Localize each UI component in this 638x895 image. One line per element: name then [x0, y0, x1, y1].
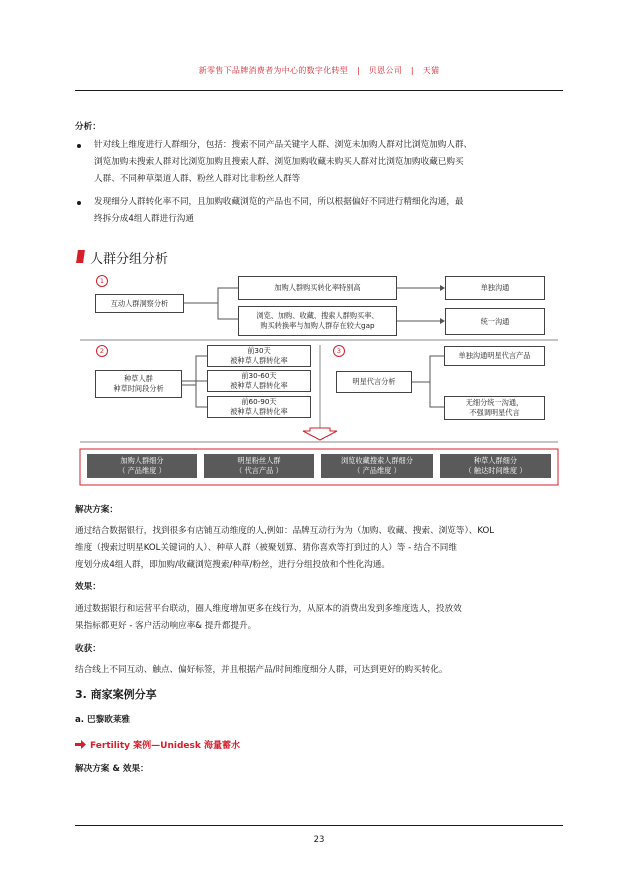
- analysis-bullet-1: 针对线上维度进行人群细分，包括：搜索不同产品关键字人群、浏览未加购人群对比浏览加购人群、 浏览加购未搜索人群对比浏览加购且搜索人群、浏览加购收藏未购买人群对比浏览加购收藏已购买 人群、不同种草渠道人群、粉丝人群对比非粉丝人群等: [94, 140, 473, 184]
- effect-label: 效果：: [75, 582, 101, 592]
- output-box-celebrity-fans: 明星粉丝人群 （ 代言产品 ）: [204, 454, 314, 478]
- seeding-period-box-60-90: 前60-90天 被种草人群转化率: [207, 396, 311, 418]
- unified-communication-box: 统一沟通: [445, 308, 545, 335]
- celebrity-product-communication-box: 单独沟通明星代言产品: [444, 346, 545, 366]
- effect-text: 通过数据银行和运营平台联动，圈人维度增加更多在线行为，从原本的消费出发到多维度选人，投放效 果指标都更好 - 客户活动响应率& 提升都提升。: [75, 604, 462, 631]
- analysis-label: 分析：: [75, 122, 101, 132]
- case-title-row: [75, 738, 240, 751]
- step-number-1: 1: [96, 275, 108, 287]
- arrow-right-icon: [75, 740, 86, 749]
- header-partner: 天猫: [422, 66, 440, 75]
- diagram-title: 人群分组分析: [90, 252, 169, 267]
- subsection-heading: a. 巴黎欧莱雅: [75, 715, 131, 725]
- header-title: 新零售下品牌消费者为中心的数字化转型: [198, 66, 349, 75]
- seeding-audience-box: 种草人群 种草时间段分析: [95, 370, 182, 398]
- solution-text: 通过结合数据银行，找到很多有店铺互动维度的人,例如：品牌互动行为为（加购、收藏、搜索、浏览等）、KOL 维度（搜索过明星KOL关键词的人）、种草人群（被聚划算、猜你喜欢等打到过的人）等 - 结合不同维 度划分成4组人群，即加购/收藏浏览搜索/种草/粉丝，进行分组投放和个性化沟通。: [75, 526, 495, 570]
- celebrity-endorsement-box: 明星代言分析: [336, 371, 412, 393]
- harvest-text: 结合线上不同互动、触点、偏好标签，并且根据产品/时间维度细分人群，可达到更好的购买转化。: [75, 665, 448, 675]
- section-heading: 3. 商家案例分享: [75, 688, 157, 701]
- header-separator: |: [410, 66, 414, 75]
- separate-communication-box: 单独沟通: [445, 276, 545, 300]
- output-box-browse-segment: 浏览收藏搜索人群细分 （ 产品维度 ）: [321, 454, 433, 478]
- browse-cart-gap-box: 浏览、加购、收藏、搜索人群购买率、 购买转换率与加购人群存在较大gap: [238, 306, 397, 336]
- output-box-seeding-segment: 种草人群细分 （ 触达时间维度 ）: [440, 454, 551, 478]
- seeding-period-box-30: 前30天 被种草人群转化率: [207, 345, 311, 367]
- header-company: 贝恩公司: [368, 66, 402, 75]
- step-number-3: 3: [333, 345, 345, 357]
- solution-effect-label: 解决方案 & 效果：: [75, 764, 149, 774]
- cart-audience-conversion-box: 加购人群购买转化率特别高: [238, 276, 397, 300]
- no-segmentation-box: 无细分统一沟通， 不强调明星代言: [444, 396, 545, 420]
- harvest-label: 收获：: [75, 644, 101, 654]
- seeding-period-box-30-60: 前30-60天 被种草人群转化率: [207, 370, 311, 392]
- step-number-2: 2: [96, 345, 108, 357]
- solution-label: 解决方案：: [75, 505, 118, 515]
- interactive-audience-analysis-box: 互动人群洞察分析: [95, 294, 184, 313]
- down-arrow-icon: [303, 428, 337, 440]
- footer-rule: [75, 825, 563, 826]
- header-separator: |: [356, 66, 360, 75]
- case-title: Fertility 案例—Unidesk 海量蓄水: [90, 741, 241, 751]
- page-number: 23: [313, 835, 325, 845]
- analysis-bullet-2: 发现细分人群转化率不同，且加购收藏浏览的产品也不同，所以根据偏好不同进行精细化沟通，最 终拆分成4组人群进行沟通: [94, 197, 464, 224]
- output-box-cart-segment: 加购人群细分 （ 产品维度 ）: [87, 454, 197, 478]
